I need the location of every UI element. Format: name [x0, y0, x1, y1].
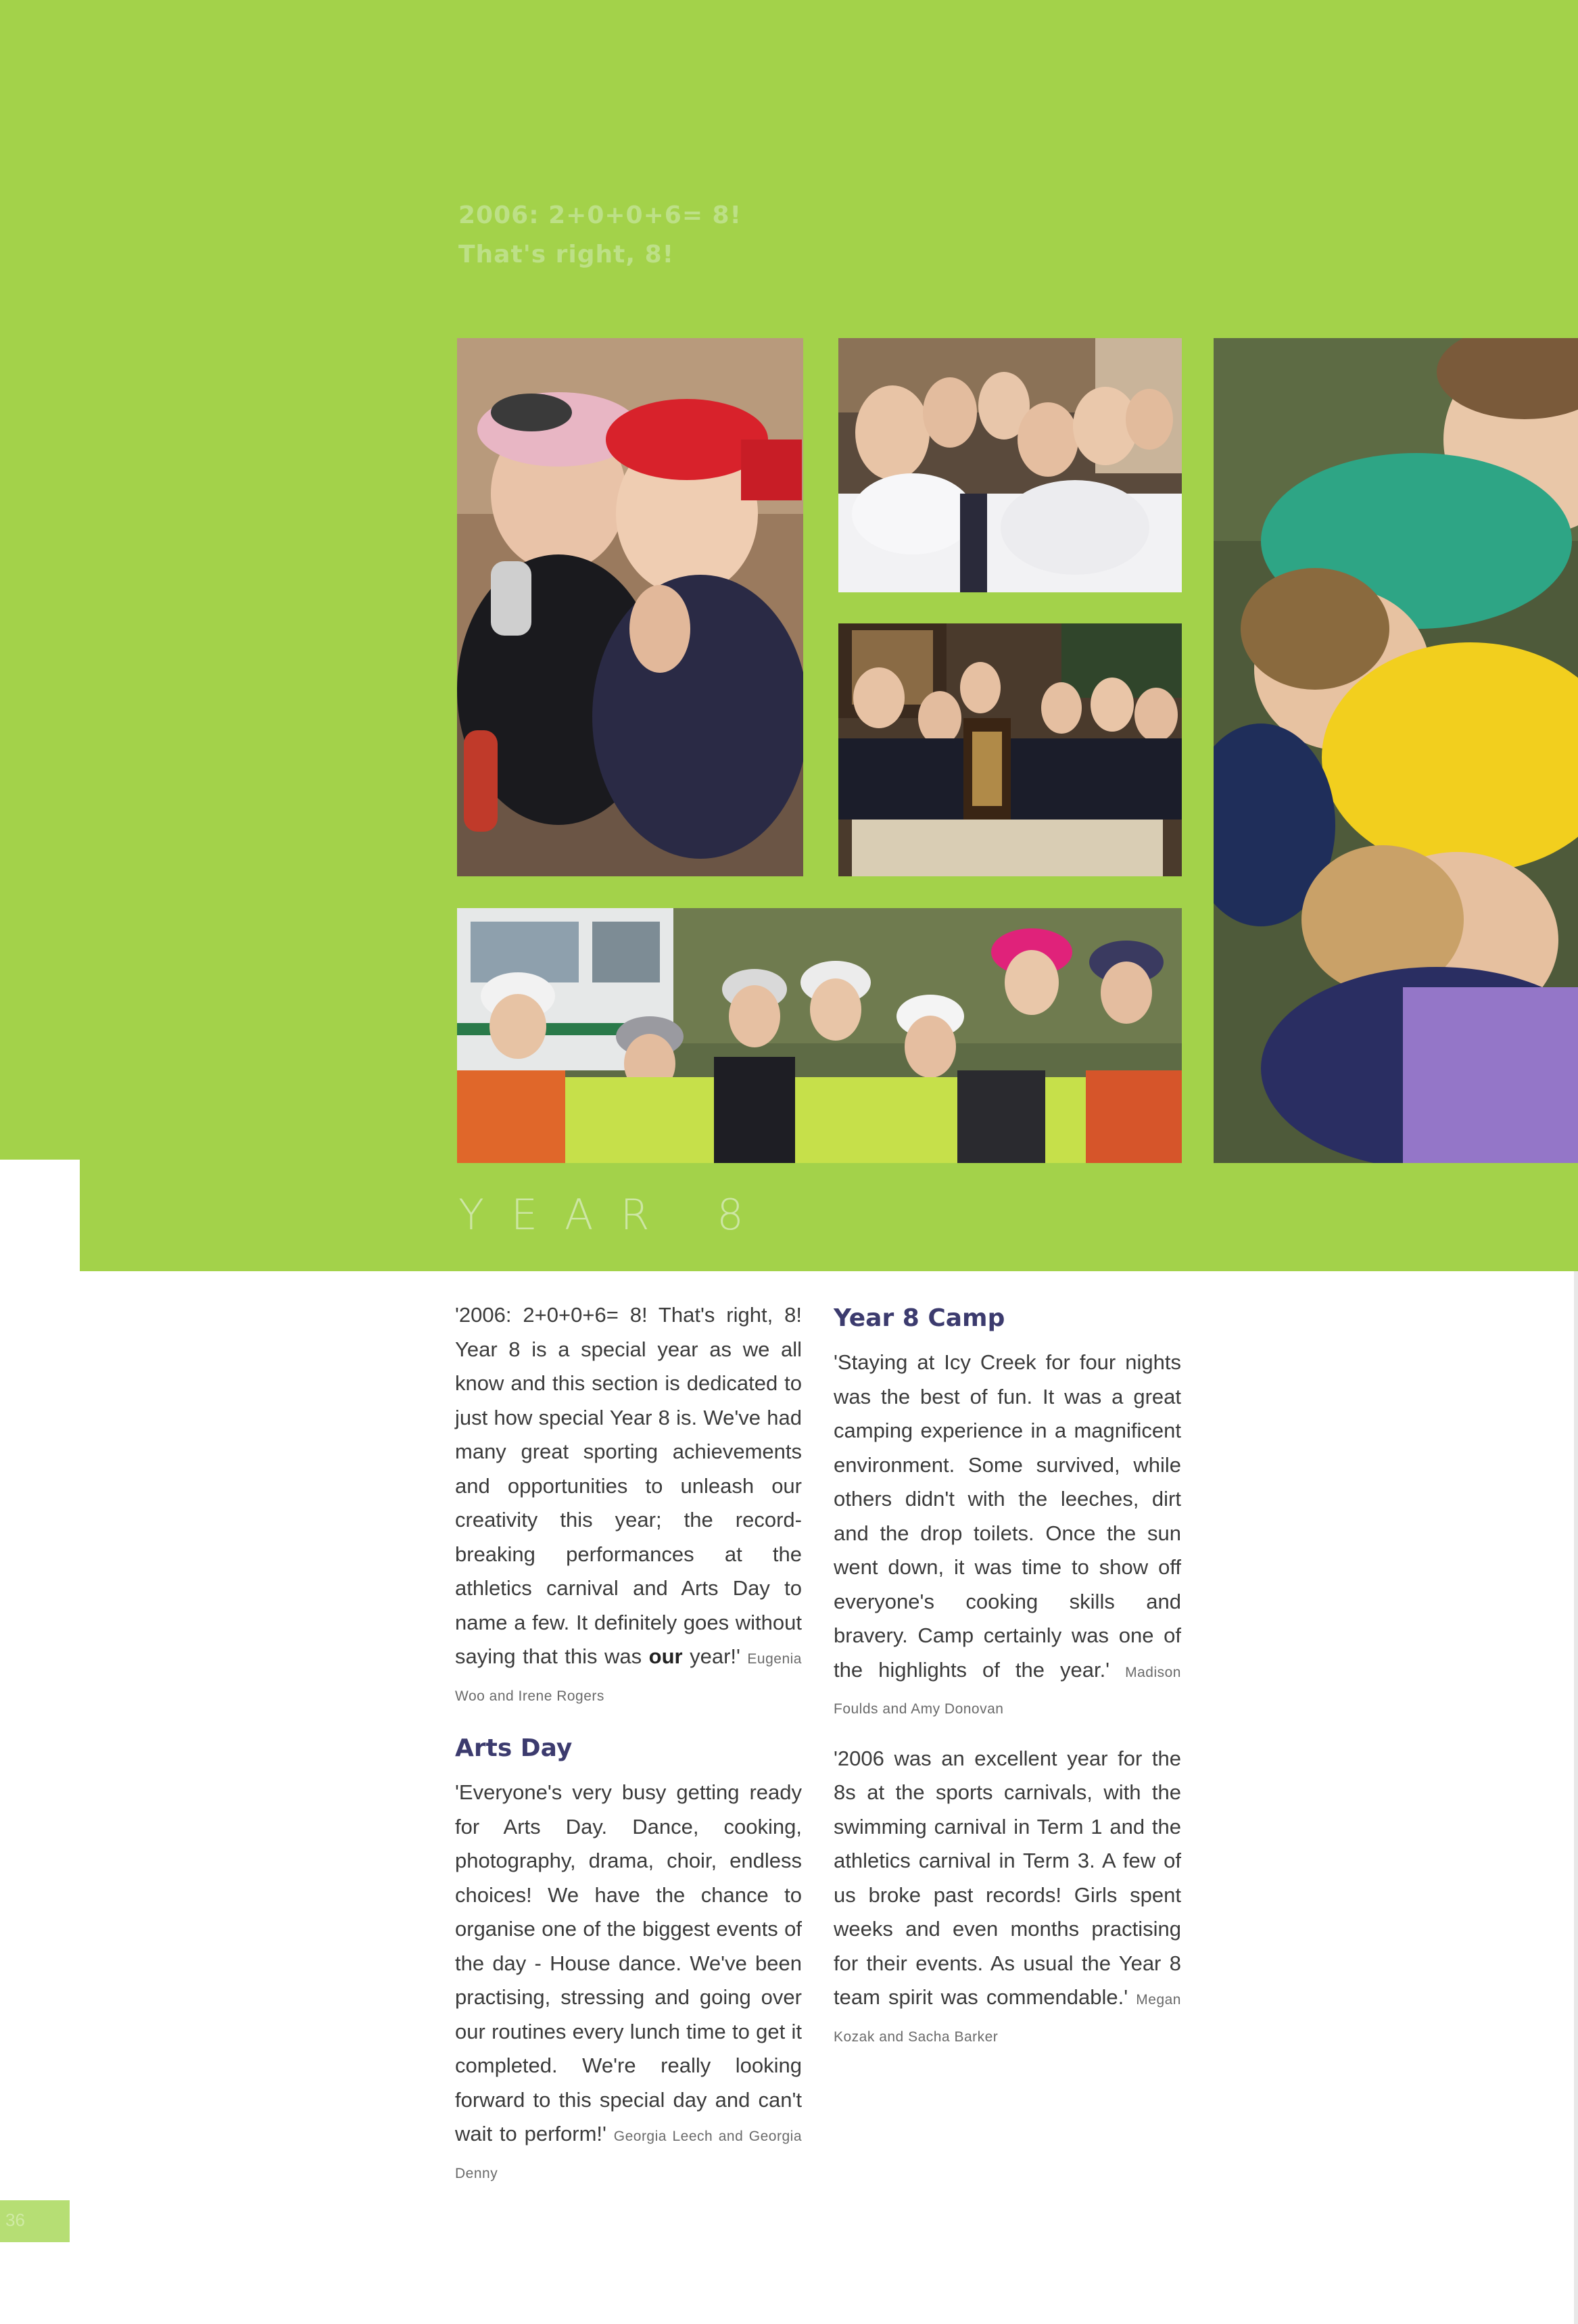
intro-bold-word: our: [648, 1644, 683, 1668]
header-line-1: 2006: 2+0+0+6= 8!: [458, 201, 742, 229]
left-text-column: [455, 1298, 802, 2191]
camp-paragraph: [834, 1346, 1181, 1727]
photo-girls-lying-grass: [1214, 338, 1578, 1163]
sports-text: '2006 was an excellent year for the 8s at the sports carnivals, with the swimming carnival in Term 1 and the athletics carnival in Term 3. A few of us broke past records! Girls spent weeks and even months practising for their events. As usual the Year 8 team spirit was commendable.': [834, 1746, 1181, 2009]
camp-credit: Madison Foulds and Amy Donovan: [834, 1664, 1181, 1717]
photo-two-girls-caps: [457, 338, 803, 876]
photo-girls-with-trophy: [838, 623, 1182, 876]
intro-paragraph: [455, 1298, 802, 1713]
header-line-2: That's right, 8!: [458, 241, 675, 268]
page-right-edge: [1574, 1271, 1578, 2324]
intro-text: '2006: 2+0+0+6= 8! That's right, 8! Year 8 is a special year as we all know and this section is dedicated to just how special Year 8 is. We've had many great sporting achievements and opportunities to unleash our creativity this year; the record-breaking performances at the athletics carnival and Arts Day to name a few. It definitely goes without saying that this was: [455, 1303, 802, 1668]
arts-day-heading: Arts Day: [455, 1734, 573, 1762]
page-number-box: [0, 2200, 70, 2242]
intro-end: year!': [682, 1644, 740, 1668]
arts-day-credit: Georgia Leech and Georgia Denny: [455, 2129, 802, 2181]
photo-group-pointing: [838, 338, 1182, 592]
sports-credit: Megan Kozak and Sacha Barker: [834, 1992, 1181, 2045]
intro-credit: Eugenia Woo and Irene Rogers: [455, 1651, 802, 1704]
section-title: YEAR 8: [458, 1190, 771, 1239]
page-header: [458, 196, 742, 275]
camp-text: 'Staying at Icy Creek for four nights was the best of fun. It was a great camping experience in a magnificent environment. Some survived, while others didn't with the leeches, dirt and the drop toilets. Once the sun went down, it was time to show off everyone's cooking skills and bravery. Camp certainly was one of the highlights of the year.': [834, 1350, 1181, 1682]
camp-heading: Year 8 Camp: [834, 1304, 1005, 1332]
photo-camp-group: [457, 908, 1182, 1163]
arts-day-text: 'Everyone's very busy getting ready for Arts Day. Dance, cooking, photography, drama, choir, endless choices! We have the chance to organise one of the biggest events of the day - House dance. We've been practising, stressing and going over our routines every lunch time to get it completed. We're really looking forward to this special day and can't wait to perform!': [455, 1780, 802, 2145]
right-text-column: [834, 1298, 1181, 2054]
sports-paragraph: [834, 1742, 1181, 2055]
page-number: 36: [5, 2210, 25, 2230]
green-background-left: [0, 0, 80, 1160]
arts-day-paragraph: [455, 1776, 802, 2191]
